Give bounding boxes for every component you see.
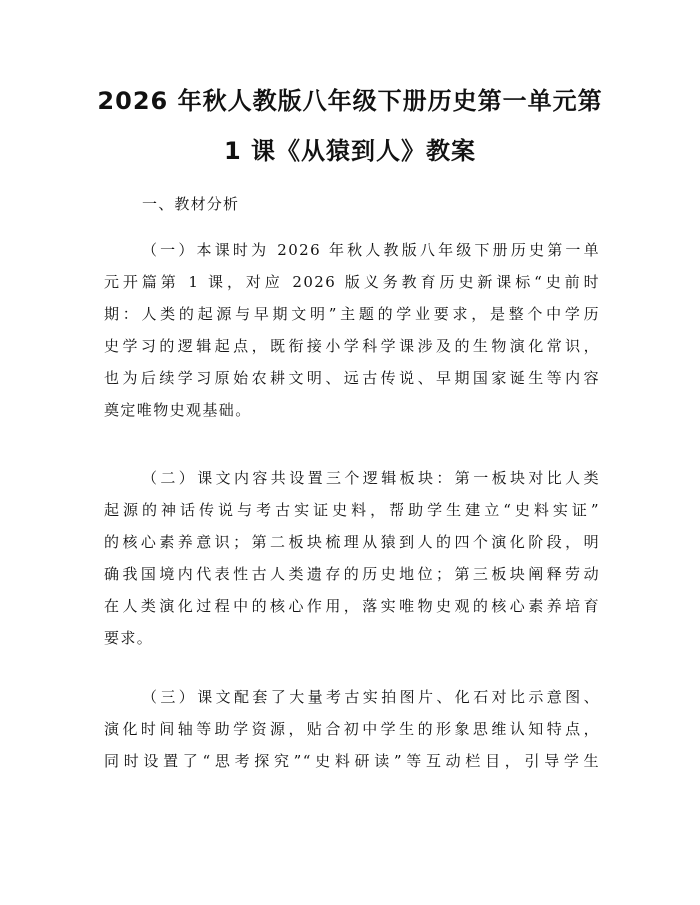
paragraph-line: 元开篇第 1 课，对应 2026 版义务教育历史新课标“史前时 bbox=[104, 273, 600, 291]
paragraph-2 bbox=[104, 462, 600, 654]
document-title-line-1: 2026 年秋人教版八年级下册历史第一单元第 bbox=[97, 87, 603, 115]
paragraph-line: 史学习的逻辑起点，既衔接小学科学课涉及的生物演化常识， bbox=[104, 337, 600, 355]
paragraph-line: 要求。 bbox=[104, 629, 154, 647]
paragraph-line: 期：人类的起源与早期文明”主题的学业要求，是整个中学历 bbox=[104, 305, 600, 323]
paragraph-line: 起源的神话传说与考古实证史料，帮助学生建立“史料实证” bbox=[104, 501, 600, 519]
paragraph-line: 的核心素养意识；第二板块梳理从猿到人的四个演化阶段，明 bbox=[104, 533, 600, 551]
document-title-line-2: 1 课《从猿到人》教案 bbox=[223, 137, 477, 165]
section-heading: 一、教材分析 bbox=[142, 195, 240, 213]
paragraph-line: 在人类演化过程中的核心作用，落实唯物史观的核心素养培育 bbox=[104, 597, 600, 615]
paragraph-3 bbox=[104, 681, 600, 777]
paragraph-line: （三）课文配套了大量考古实拍图片、化石对比示意图、 bbox=[142, 688, 600, 706]
paragraph-line: 演化时间轴等助学资源，贴合初中学生的形象思维认知特点， bbox=[104, 720, 600, 738]
paragraph-line: 确我国境内代表性古人类遗存的历史地位；第三板块阐释劳动 bbox=[104, 565, 600, 583]
paragraph-line: （二）课文内容共设置三个逻辑板块：第一板块对比人类 bbox=[142, 469, 600, 487]
paragraph-line: 也为后续学习原始农耕文明、远古传说、早期国家诞生等内容 bbox=[104, 369, 600, 387]
paragraph-line: 同时设置了“思考探究”“史料研读”等互动栏目，引导学生 bbox=[104, 752, 600, 770]
paragraph-line: （一）本课时为 2026 年秋人教版八年级下册历史第一单 bbox=[142, 241, 600, 259]
paragraph-1 bbox=[104, 234, 600, 426]
paragraph-line: 奠定唯物史观基础。 bbox=[104, 401, 252, 419]
